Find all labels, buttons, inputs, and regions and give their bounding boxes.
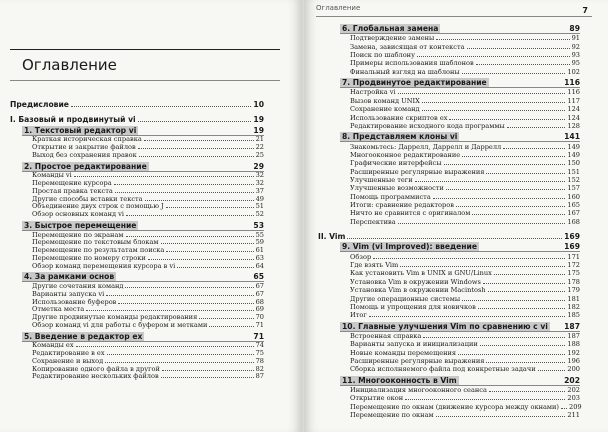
toc-entry-page: 178: [567, 277, 580, 286]
toc-entry-page: 181: [567, 294, 580, 303]
toc-entry-title: 3. Быстрое перемещение: [24, 220, 137, 230]
toc-entry: [318, 232, 580, 241]
toc-entry-title: Команды ex: [32, 341, 74, 350]
toc-leader-dots: [71, 106, 251, 107]
toc-leader-dots: [405, 399, 565, 400]
toc-entry-title: 10. Главные улучшения Vim по сравнению с vi: [342, 321, 548, 331]
toc-leader-dots: [503, 148, 565, 149]
toc-entry-title: Перемещение по номеру строки: [32, 253, 146, 262]
toc-entry-page: 32: [255, 171, 264, 180]
toc-entry-page: 87: [255, 372, 264, 381]
toc-leader-dots: [483, 283, 566, 284]
toc-leader-dots: [115, 192, 254, 193]
toc-leader-dots: [74, 176, 254, 177]
toc-entry: [340, 322, 580, 331]
toc-entry: [350, 286, 580, 294]
toc-leader-dots: [199, 318, 253, 319]
toc-leader-dots: [449, 119, 565, 120]
toc-entry: [10, 100, 264, 109]
toc-entry-title: Финальный взгляд на шаблоны: [350, 67, 460, 76]
toc-leader-dots: [423, 337, 565, 338]
toc-entry-title: Отметка места: [32, 305, 85, 314]
toc-entry: [350, 43, 580, 51]
toc-leader-dots: [138, 148, 254, 149]
toc-entry-title: II. Vim: [318, 232, 346, 242]
toc-entry-title: Обзор основных команд vi: [32, 210, 124, 218]
toc-entry-page: 202: [564, 375, 580, 385]
toc-entry: [340, 242, 580, 251]
toc-entry-title: Команды vi: [32, 171, 72, 180]
toc-entry-title: Вызов команд UNIX: [350, 96, 420, 105]
toc-entry-title: Ничто не сравнится с оригиналом: [350, 209, 471, 218]
toc-leader-dots: [489, 391, 565, 392]
toc-entry-page: 22: [255, 143, 264, 151]
top-rule: [10, 49, 280, 50]
toc-entry: [350, 122, 580, 130]
toc-entry-title: Предисловие: [10, 100, 69, 109]
toc-entry-title: Обзор команд перемещения курсора в vi: [32, 261, 176, 270]
toc-leader-dots: [486, 362, 565, 363]
toc-entry: [350, 209, 580, 217]
toc-entry-page: 65: [253, 272, 264, 282]
toc-entry: [350, 303, 580, 311]
toc-entry-page: 67: [255, 282, 264, 290]
toc-leader-dots: [486, 173, 565, 174]
toc-entry: [350, 193, 580, 201]
toc-entry-page: 168: [567, 217, 580, 226]
toc-leader-dots: [107, 354, 254, 355]
toc-entry-page: 150: [567, 159, 580, 168]
toc-leader-dots: [507, 127, 566, 128]
toc-entry-title: Настройка vi: [350, 88, 396, 97]
title-rule: [10, 80, 280, 81]
toc-leader-dots: [76, 346, 254, 347]
toc-leader-dots: [472, 214, 565, 215]
toc-entry-title: Где взять Vim: [350, 261, 399, 270]
toc-entry-title: Обзор: [350, 252, 372, 261]
toc-leader-dots: [458, 354, 565, 355]
toc-leader-dots: [166, 207, 254, 208]
toc-leader-dots: [118, 303, 253, 304]
toc-leader-dots: [480, 345, 566, 346]
toc-entry-title: Редактирование исходного кода программы: [350, 121, 505, 130]
toc-entry-page: 82: [255, 364, 264, 373]
header-rule: [316, 16, 592, 17]
toc-entry: [32, 321, 264, 329]
toc-entry: [350, 68, 580, 76]
toc-entry-page: 200: [567, 365, 580, 374]
toc-entry-page: 124: [567, 113, 580, 122]
toc-entry-title: Подтверждение замены: [350, 34, 435, 43]
toc-entry-title: Установка Vim в окружении Windows: [350, 277, 481, 286]
toc-entry-page: 71: [255, 320, 264, 329]
toc-entry-page: 152: [567, 175, 580, 184]
toc-entry-title: Перемещение курсора: [32, 179, 112, 187]
toc-leader-dots: [105, 362, 253, 363]
toc-entry-page: 71: [253, 331, 264, 341]
toc-leader-dots: [462, 73, 566, 74]
toc-leader-dots: [462, 156, 565, 157]
toc-entry-page: 21: [255, 135, 264, 144]
toc-entry-page: 95: [571, 59, 580, 68]
toc-entry-title: Перемещение по окнам: [350, 411, 434, 420]
toc-entry-title: Знакомьтесь: Даррелл, Даррелл и Даррелл: [350, 142, 502, 151]
toc-entry-title: Итоги: сравнение редакторов: [350, 201, 454, 209]
toc-entry-page: 53: [253, 220, 264, 230]
left-page: [0, 0, 302, 432]
page-number: 7: [582, 6, 588, 15]
toc-entry-page: 78: [255, 356, 264, 365]
toc-entry-page: 19: [253, 125, 264, 135]
toc-entry-title: Сохранение и выход: [32, 356, 104, 365]
toc-leader-dots: [433, 198, 566, 199]
toc-entry-page: 128: [567, 121, 580, 130]
toc-entry: [350, 201, 580, 209]
toc-leader-dots: [209, 326, 253, 327]
toc-entry-page: 209: [569, 402, 582, 411]
toc-entry-title: Использование скриптов ex: [350, 113, 448, 122]
toc-leader-dots: [139, 156, 254, 157]
toc-entry-title: Помощь программиста: [350, 192, 431, 201]
toc-entry: [350, 340, 580, 348]
toc-entry-title: I. Базовый и продвинутый vi: [10, 114, 136, 124]
toc-entry-page: 149: [567, 142, 580, 151]
toc-entry: [340, 132, 580, 141]
toc-entry: [350, 176, 580, 184]
toc-leader-dots: [422, 102, 566, 103]
toc-entry: [32, 372, 264, 380]
toc-entry-page: 124: [567, 105, 580, 114]
toc-entry: [350, 105, 580, 113]
toc-leader-dots: [126, 236, 254, 237]
toc-entry-title: Сборка исполняемого файла под конкретные задачи: [350, 365, 536, 374]
toc-entry-page: 63: [255, 253, 264, 262]
toc-entry-page: 165: [567, 201, 580, 209]
toc-entry: [350, 59, 580, 67]
toc-entry-title: Другие сочетания команд: [32, 282, 124, 290]
toc-entry-page: 185: [567, 311, 580, 320]
toc-leader-dots: [106, 295, 253, 296]
toc-entry-page: 59: [255, 238, 264, 247]
toc-leader-dots: [488, 291, 566, 292]
toc-entry-page: 102: [567, 67, 580, 76]
toc-entry-title: Обзор команд vi для работы с буфером и метками: [32, 320, 208, 329]
toc-entry: [350, 151, 580, 159]
toc-entry: [350, 114, 580, 122]
toc-leader-dots: [398, 223, 566, 224]
toc-entry-title: Поиск по шаблону: [350, 51, 415, 60]
toc-entry: [32, 262, 264, 270]
toc-leader-dots: [373, 258, 565, 259]
toc-entry-title: Графические интерфейсы: [350, 159, 442, 168]
toc-leader-dots: [86, 310, 253, 311]
toc-entry-page: 211: [567, 411, 580, 420]
toc-entry-page: 93: [571, 51, 580, 60]
toc-entry-title: Перемещение по результатам поиска: [32, 246, 165, 254]
toc-entry: [32, 151, 264, 159]
toc-leader-dots: [467, 48, 570, 49]
toc-entry: [22, 126, 264, 135]
toc-leader-dots: [161, 377, 254, 378]
toc-leader-dots: [494, 274, 566, 275]
toc-entry-title: Перспектива: [350, 217, 396, 226]
toc-leader-dots: [177, 267, 253, 268]
toc-entry-title: Простая правка текста: [32, 186, 113, 195]
toc-entry: [350, 403, 580, 411]
toc-entry-title: 6. Глобальная замена: [342, 24, 439, 33]
toc-entry: [350, 332, 580, 340]
toc-entry-page: 141: [564, 132, 580, 142]
toc-entry: [350, 394, 580, 402]
toc-entry-page: 188: [567, 340, 580, 349]
toc-entry: [350, 168, 580, 176]
toc-entry-title: Примеры использования шаблонов: [350, 59, 474, 68]
toc-entry-title: Копирование одного файла в другой: [32, 364, 160, 373]
toc-entry-title: 7. Продвинутое редактирование: [342, 78, 487, 88]
toc-leader-dots: [561, 408, 567, 409]
toc-entry-title: 2. Простое редактирование: [24, 161, 147, 171]
toc-entry-title: Улучшенные теги: [350, 175, 413, 184]
toc-entry-title: Установка Vim в окружении Macintosh: [350, 286, 486, 295]
toc-entry-title: Краткая историческая справка: [32, 135, 142, 144]
toc-entry: [340, 78, 580, 87]
toc-entry-title: Другие способы вставки текста: [32, 194, 143, 203]
toc-entry: [22, 221, 264, 230]
toc-leader-dots: [166, 251, 253, 252]
toc-entry-title: 4. За рамками основ: [24, 272, 115, 282]
toc-entry-title: Сохранение команд: [350, 105, 420, 114]
toc-entry: [350, 269, 580, 277]
right-page: [304, 0, 608, 432]
toc-entry-title: Перемещение по текстовым блокам: [32, 238, 159, 247]
toc-entry-page: 49: [255, 194, 264, 203]
toc-leader-dots: [125, 287, 253, 288]
toc-entry-page: 89: [569, 24, 580, 33]
toc-leader-dots: [400, 266, 565, 267]
toc-entry-title: Открытие и закрытие файлов: [32, 143, 136, 151]
toc-entry-page: 92: [571, 42, 580, 51]
toc-entry-page: 116: [567, 88, 580, 97]
toc-entry-title: Другие продвинутые команды редактирования: [32, 313, 198, 321]
toc-entry: [350, 386, 580, 394]
toc-entry-page: 29: [253, 161, 264, 171]
toc-entry: [22, 162, 264, 171]
toc-entry: [350, 143, 580, 151]
toc-entry-page: 172: [567, 261, 580, 270]
toc-entry-page: 187: [567, 331, 580, 340]
toc-entry-page: 37: [255, 186, 264, 195]
toc-entry: [350, 218, 580, 226]
toc-entry-page: 175: [567, 269, 580, 278]
toc-entry-title: Открытие окон: [350, 394, 404, 403]
toc-entry-title: Инициализация многооконного сеанса: [350, 386, 487, 394]
toc-leader-dots: [347, 238, 562, 239]
toc-entry-page: 149: [567, 150, 580, 159]
toc-entry-title: Итог: [350, 311, 367, 320]
toc-leader-dots: [415, 181, 566, 182]
toc-entry-page: 192: [567, 348, 580, 357]
toc-leader-dots: [144, 140, 254, 141]
toc-leader-dots: [114, 184, 254, 185]
toc-entry-page: 74: [255, 341, 264, 350]
toc-entry-page: 75: [255, 349, 264, 357]
toc-entry-page: 10: [253, 100, 264, 109]
toc-entry-title: Варианты запуска vi: [32, 289, 105, 298]
toc-entry-page: 32: [255, 179, 264, 187]
toc-entry-title: Замена, зависящая от контекста: [350, 42, 465, 51]
toc-leader-dots: [446, 189, 566, 190]
toc-leader-dots: [456, 206, 565, 207]
toc-entry-page: 167: [567, 209, 580, 218]
toc-entry-page: 19: [253, 114, 264, 124]
toc-leader-dots: [161, 243, 254, 244]
page-title: Оглавление: [22, 56, 117, 74]
toc-entry-title: Использование буферов: [32, 297, 117, 306]
toc-entry: [350, 51, 580, 59]
toc-entry-page: 70: [255, 313, 264, 321]
toc-entry: [350, 34, 580, 42]
toc-entry: [22, 272, 264, 281]
toc-entry-page: 160: [567, 192, 580, 201]
toc-entry-page: 203: [567, 394, 580, 403]
toc-entry-page: 116: [564, 78, 580, 88]
toc-entry-page: 171: [567, 252, 580, 261]
toc-entry-page: 68: [255, 297, 264, 306]
toc-entry-page: 55: [255, 230, 264, 239]
toc-entry-page: 187: [564, 321, 580, 331]
toc-entry-title: Перемещение по окнам (движение курсора между окнами): [350, 402, 560, 411]
toc-leader-dots: [462, 300, 565, 301]
toc-leader-dots: [436, 416, 566, 417]
toc-entry-page: 51: [255, 202, 264, 211]
toc-leader-dots: [126, 215, 254, 216]
toc-leader-dots: [422, 110, 566, 111]
toc-leader-dots: [145, 200, 254, 201]
toc-entry: [350, 253, 580, 261]
toc-entry: [350, 357, 580, 365]
toc-leader-dots: [476, 64, 570, 65]
toc-entry-page: 202: [567, 386, 580, 394]
toc-entry: [350, 411, 580, 419]
toc-entry-page: 157: [567, 184, 580, 193]
toc-entry-page: 169: [564, 232, 580, 242]
toc-entry-page: 61: [255, 246, 264, 254]
toc-entry-page: 25: [255, 150, 264, 159]
toc-entry: [22, 332, 264, 341]
toc-leader-dots: [369, 316, 566, 317]
toc-entry-page: 182: [567, 302, 580, 311]
toc-entry-title: Как установить Vim в UNIX и GNU/Linux: [350, 269, 492, 278]
toc-leader-dots: [162, 370, 254, 371]
toc-entry: [32, 210, 264, 218]
running-head: Оглавление: [316, 4, 361, 12]
toc-entry-page: 117: [567, 96, 580, 105]
toc-entry-title: 1. Текстовый редактор vi: [24, 125, 137, 135]
toc-leader-dots: [444, 164, 566, 165]
toc-entry-page: 196: [567, 356, 580, 365]
toc-entry-title: 5. Введение в редактор ex: [24, 331, 143, 341]
toc-entry-title: Расширенные регулярные выражения: [350, 356, 485, 365]
toc-entry-title: Улучшенные возможности: [350, 184, 444, 193]
toc-entry: [350, 261, 580, 269]
toc-entry: [350, 88, 580, 96]
toc-entry-title: Другие операционные системы: [350, 294, 461, 303]
toc-entry: [350, 278, 580, 286]
toc-entry-title: Варианты запуска и инициализации: [350, 340, 478, 349]
toc-entry-title: 11. Многооконность в Vim: [342, 375, 457, 385]
toc-leader-dots: [538, 370, 566, 371]
toc-entry-page: 67: [255, 289, 264, 298]
toc-entry-title: Объединение двух строк с помощью J: [32, 202, 164, 211]
toc-entry: [350, 349, 580, 357]
toc-entry: [350, 311, 580, 319]
toc-entry-title: Расширенные регулярные выражения: [350, 167, 485, 176]
toc-entry-title: Редактирование в ex: [32, 349, 105, 357]
toc-entry-title: Помощь и упрощения для новичков: [350, 302, 476, 311]
toc-entry: [350, 295, 580, 303]
toc-entry-page: 91: [571, 34, 580, 43]
toc-entry-page: 151: [567, 167, 580, 176]
toc-entry-title: Встроенная справка: [350, 331, 422, 340]
toc-entry-title: 8. Представляем клоны vi: [342, 132, 458, 142]
toc-entry-title: Новые команды перемещения: [350, 348, 457, 357]
toc-entry-page: 69: [255, 305, 264, 314]
toc-leader-dots: [148, 259, 254, 260]
toc-entry-title: Выход без сохранения правок: [32, 150, 137, 159]
toc-entry: [340, 24, 580, 33]
toc-leader-dots: [436, 39, 569, 40]
toc-entry-title: Многооконное редактирование: [350, 150, 461, 159]
toc-leader-dots: [138, 121, 252, 122]
toc-entry-page: 64: [255, 261, 264, 270]
toc-leader-dots: [478, 308, 566, 309]
toc-entry: [340, 376, 580, 385]
toc-entry: [10, 115, 264, 124]
toc-entry: [350, 184, 580, 192]
toc-entry: [350, 97, 580, 105]
toc-entry-page: 169: [564, 242, 580, 252]
toc-entry-title: Перемещение по экранам: [32, 230, 124, 239]
toc-entry-title: Редактирование нескольких файлов: [32, 372, 159, 381]
toc-leader-dots: [398, 93, 566, 94]
toc-entry: [350, 365, 580, 373]
toc-entry: [350, 159, 580, 167]
toc-entry-page: 52: [255, 210, 264, 218]
toc-entry-title: 9. Vim (vi Improved): введение: [342, 242, 477, 252]
toc-leader-dots: [417, 56, 570, 57]
toc-entry-page: 179: [567, 286, 580, 295]
